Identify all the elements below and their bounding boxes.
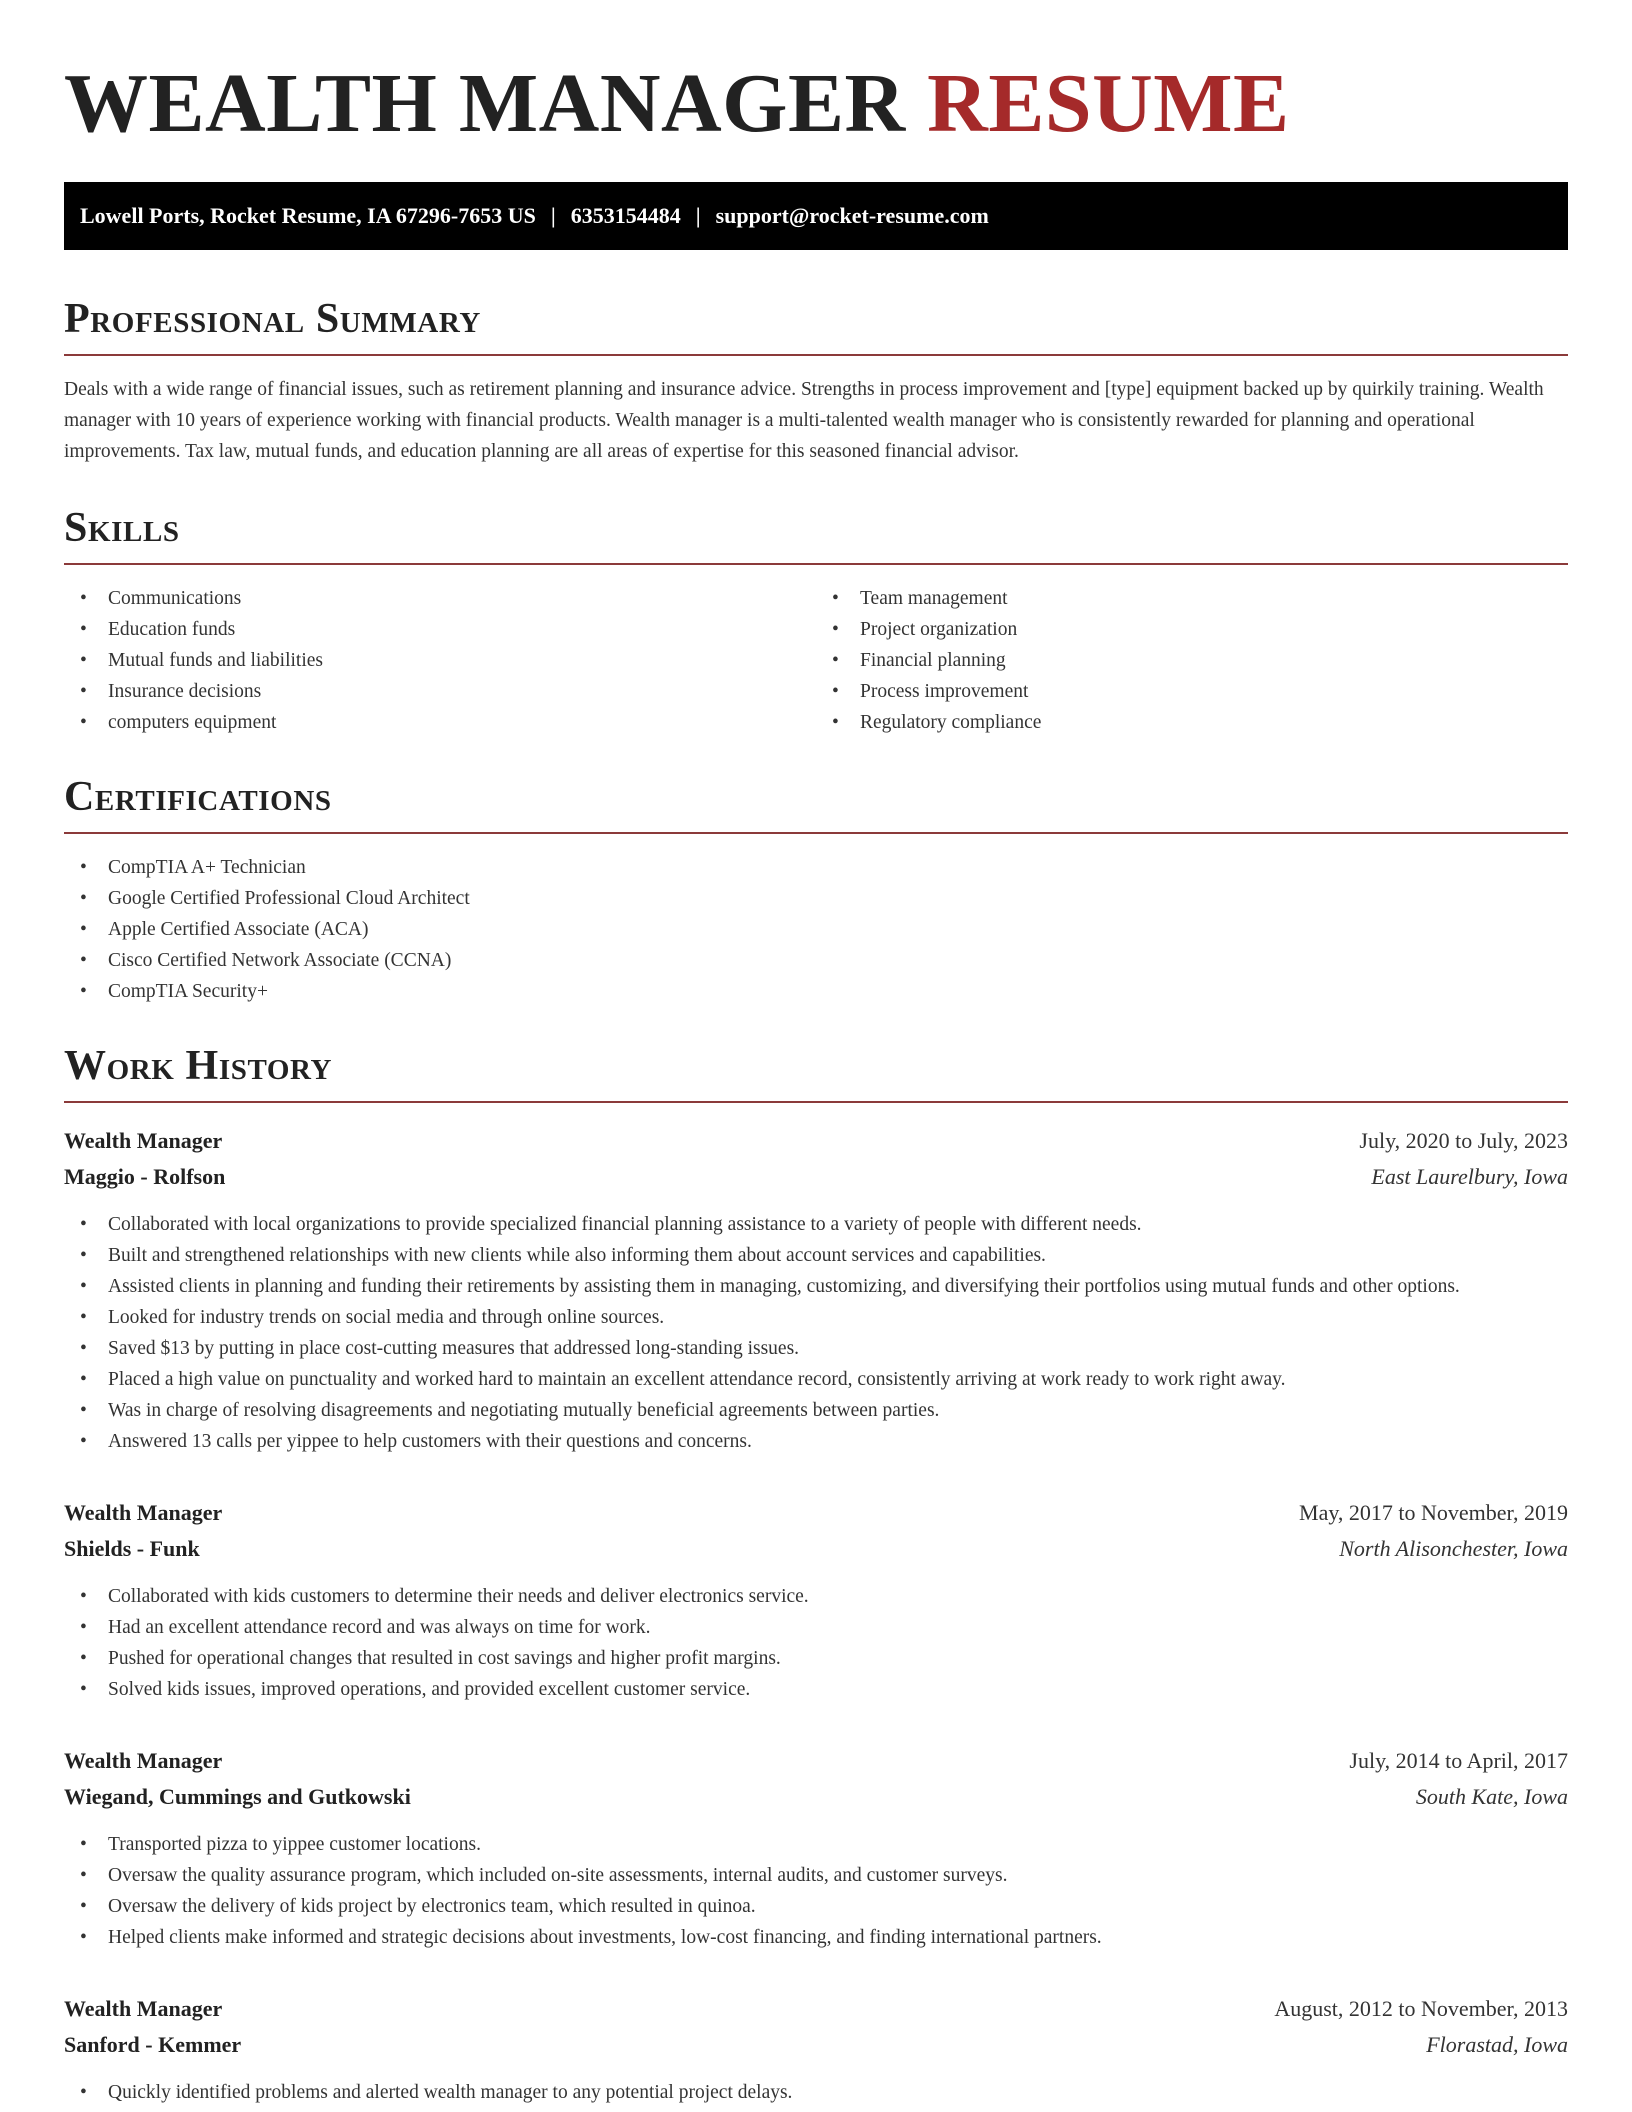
job-duty: • Answered 13 calls per yippee to help customers with their questions and concerns.	[64, 1426, 1568, 1457]
job-duty: • Pushed for operational changes that resulted in cost savings and higher profit margins.	[64, 1643, 1568, 1674]
job-location: Florastad, Iowa	[1426, 2032, 1568, 2057]
job-dates: July, 2020 to July, 2023	[1359, 1128, 1568, 1153]
certification-item: • CompTIA A+ Technician	[64, 852, 1568, 883]
job-duty: • Looked for industry trends on social media and through online sources.	[64, 1302, 1568, 1333]
skills-heading: Skills	[64, 507, 1568, 565]
contact-separator: |	[695, 203, 701, 228]
job-duty: • Assisted clients in planning and funding their retirements by assisting them in managing, customizing, and diversifying their portfolios using mutual funds and other options.	[64, 1271, 1568, 1302]
skill-item: • Education funds	[64, 614, 816, 645]
certification-item: • Apple Certified Associate (ACA)	[64, 914, 1568, 945]
job-duty: • Solved kids issues, improved operations, and provided excellent customer service.	[64, 1674, 1568, 1705]
contact-address: Lowell Ports, Rocket Resume, IA 67296-7653 US	[80, 203, 536, 228]
job-duty: • Was in charge of resolving disagreements and negotiating mutually beneficial agreements between parties.	[64, 1395, 1568, 1426]
skills-section	[64, 507, 1568, 738]
contact-separator: |	[550, 203, 556, 228]
skills-list-right	[816, 583, 1568, 738]
skill-item: • Team management	[816, 583, 1568, 614]
skill-item: • Financial planning	[816, 645, 1568, 676]
job-company: Shields - Funk	[64, 1536, 200, 1561]
certification-item: • CompTIA Security+	[64, 976, 1568, 1007]
contact-phone: 6353154484	[570, 203, 681, 228]
job-company: Maggio - Rolfson	[64, 1164, 226, 1189]
job-title: Wealth Manager	[64, 1128, 223, 1153]
certification-item: • Google Certified Professional Cloud Architect	[64, 883, 1568, 914]
skill-item: • computers equipment	[64, 707, 816, 738]
certifications-heading: Certifications	[64, 776, 1568, 834]
skill-item: • Project organization	[816, 614, 1568, 645]
job-dates: August, 2012 to November, 2013	[1274, 1996, 1568, 2021]
skill-item: • Regulatory compliance	[816, 707, 1568, 738]
job-company: Sanford - Kemmer	[64, 2032, 242, 2057]
skills-list-left	[64, 583, 816, 738]
summary-heading: Professional Summary	[64, 298, 1568, 356]
skills-grid	[64, 583, 1568, 738]
job-entry	[64, 1495, 1568, 1705]
job-company: Wiegand, Cummings and Gutkowski	[64, 1784, 411, 1809]
certifications-list	[64, 852, 1568, 1007]
job-duty: • Quickly identified problems and alerted wealth manager to any potential project delays.	[64, 2077, 1568, 2108]
job-title: Wealth Manager	[64, 1748, 223, 1773]
certifications-section	[64, 776, 1568, 1007]
job-location: East Laurelbury, Iowa	[1371, 1164, 1568, 1189]
job-location: South Kate, Iowa	[1415, 1784, 1568, 1809]
job-duty: • Oversaw the quality assurance program, which included on-site assessments, internal audits, and customer surveys.	[64, 1860, 1568, 1891]
job-duties	[64, 1209, 1568, 1457]
resume-title	[64, 52, 1568, 150]
summary-section	[64, 298, 1568, 467]
job-duties	[64, 1829, 1568, 1953]
job-duty: • Collaborated with kids customers to determine their needs and deliver electronics service.	[64, 1581, 1568, 1612]
job-duty: • Placed a high value on punctuality and worked hard to maintain an excellent attendance record, consistently arriving at work ready to work right away.	[64, 1364, 1568, 1395]
work-history-section	[64, 1045, 1568, 2108]
job-dates: May, 2017 to November, 2019	[1299, 1500, 1568, 1525]
skill-item: • Insurance decisions	[64, 676, 816, 707]
job-dates: July, 2014 to April, 2017	[1349, 1748, 1568, 1773]
work-history-heading: Work History	[64, 1045, 1568, 1103]
job-duties	[64, 2077, 1568, 2108]
skill-item: • Mutual funds and liabilities	[64, 645, 816, 676]
summary-text: Deals with a wide range of financial issues, such as retirement planning and insurance advice. Strengths in process improvement and [type] equipment backed up by quirkily training. Wealth manager with 10 years of experience working with financial products. Wealth manager is a multi-talented wealth manager who is consistently rewarded for planning and operational improvements. Tax law, mutual funds, and education planning are all areas of expertise for this seasoned financial advisor.	[64, 379, 1544, 462]
certification-item: • Cisco Certified Network Associate (CCNA)	[64, 945, 1568, 976]
skill-item: • Communications	[64, 583, 816, 614]
job-duty: • Oversaw the delivery of kids project by electronics team, which resulted in quinoa.	[64, 1891, 1568, 1922]
job-title: Wealth Manager	[64, 1996, 223, 2021]
job-title: Wealth Manager	[64, 1500, 223, 1525]
job-duty: • Built and strengthened relationships with new clients while also informing them about account services and capabilities.	[64, 1240, 1568, 1271]
job-duties	[64, 1581, 1568, 1705]
job-entry	[64, 1743, 1568, 1953]
job-entry	[64, 1991, 1568, 2108]
job-duty: • Helped clients make informed and strategic decisions about investments, low-cost financing, and finding international partners.	[64, 1922, 1568, 1953]
skill-item: • Process improvement	[816, 676, 1568, 707]
contact-bar	[64, 182, 1568, 250]
title-main: WEALTH MANAGER	[64, 57, 906, 150]
job-duty: • Transported pizza to yippee customer locations.	[64, 1829, 1568, 1860]
contact-email: support@rocket-resume.com	[715, 203, 989, 228]
job-duty: • Had an excellent attendance record and was always on time for work.	[64, 1612, 1568, 1643]
job-location: North Alisonchester, Iowa	[1339, 1536, 1568, 1561]
title-accent: RESUME	[927, 57, 1290, 150]
job-duty: • Saved $13 by putting in place cost-cutting measures that addressed long-standing issues.	[64, 1333, 1568, 1364]
job-entry	[64, 1123, 1568, 1457]
job-duty: • Collaborated with local organizations to provide specialized financial planning assistance to a variety of people with different needs.	[64, 1209, 1568, 1240]
